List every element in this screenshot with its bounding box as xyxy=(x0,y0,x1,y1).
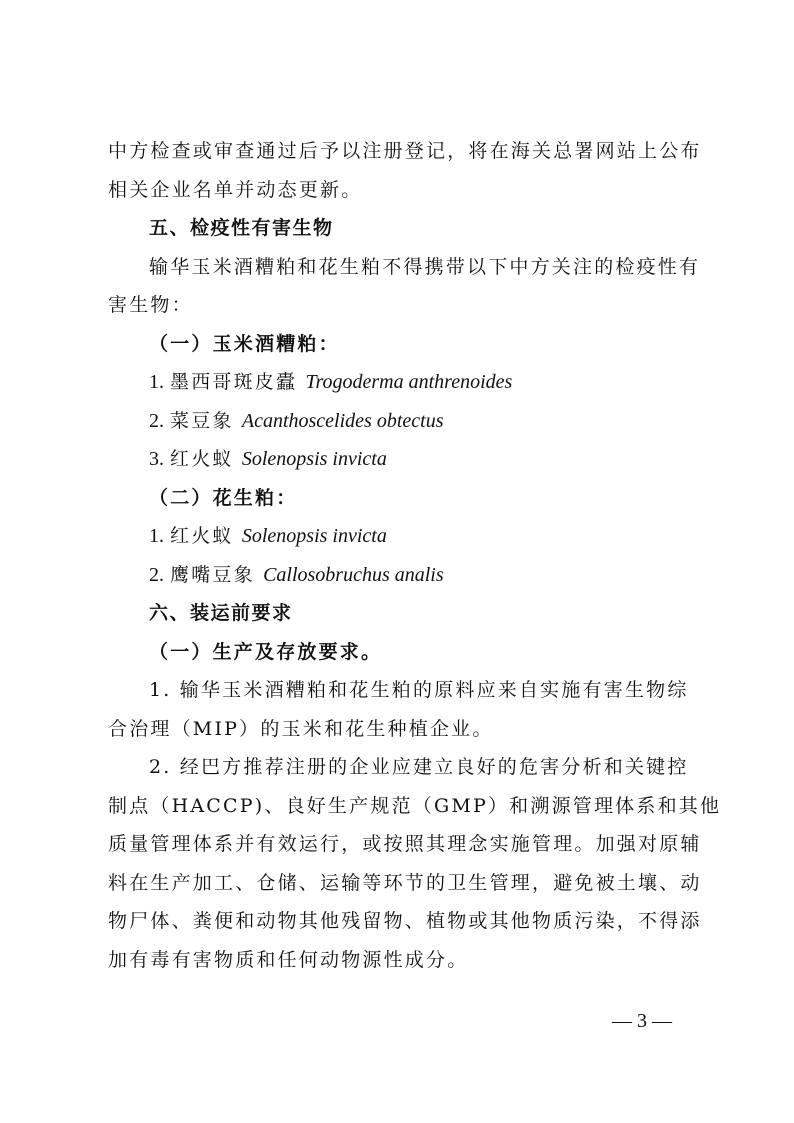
paragraph-line: 中方检查或审查通过后予以注册登记，将在海关总署网站上公布 xyxy=(108,140,702,162)
paragraph-line: 制点（HACCP)、良好生产规范（GMP）和溯源管理体系和其他 xyxy=(108,794,722,817)
paragraph-line: 物尸体、粪便和动物其他残留物、植物或其他物质污染，不得添 xyxy=(108,910,702,932)
paragraph-line: 合治理（MIP）的玉米和花生种植企业。 xyxy=(108,717,494,740)
paragraph-line: 相关企业名单并动态更新。 xyxy=(108,178,363,201)
list-item xyxy=(108,402,700,441)
list-item-cn-name: 墨西哥斑皮蠹 xyxy=(170,371,298,393)
list-item xyxy=(108,517,700,556)
list-item xyxy=(108,440,700,479)
subsection-heading-peanut: （二）花生粕： xyxy=(149,486,298,509)
list-item xyxy=(108,556,700,595)
list-item-number: 1. xyxy=(149,371,164,393)
list-item-number: 2. xyxy=(149,563,164,586)
list-item-cn-name: 鹰嘴豆象 xyxy=(170,563,255,586)
list-item-latin-name: Solenopsis invicta xyxy=(241,448,387,470)
paragraph-line: 1. 输华玉米酒糟粕和花生粕的原料应来自实施有害生物综 xyxy=(149,679,689,701)
list-item-latin-name: Callosobruchus analis xyxy=(263,563,444,586)
list-item-cn-name: 红火蚁 xyxy=(170,525,234,547)
list-item-cn-name: 菜豆象 xyxy=(170,409,234,432)
list-item-latin-name: Solenopsis invicta xyxy=(241,525,387,547)
section-heading-6: 六、装运前要求 xyxy=(149,602,293,624)
subsection-heading-corn: （一）玉米酒糟粕： xyxy=(149,332,340,355)
paragraph-line: 料在生产加工、仓储、运输等环节的卫生管理，避免被土壤、动 xyxy=(108,871,702,894)
paragraph-line: 输华玉米酒糟粕和花生粕不得携带以下中方关注的检疫性有 xyxy=(149,255,701,278)
paragraph-line: 2. 经巴方推荐注册的企业应建立良好的危害分析和关键控 xyxy=(149,756,689,778)
list-item-number: 3. xyxy=(149,448,164,470)
page-number: — 3 — xyxy=(612,1010,672,1032)
list-item-latin-name: Trogoderma anthrenoides xyxy=(305,371,513,393)
list-item-cn-name: 红火蚁 xyxy=(170,448,234,470)
paragraph-line: 质量管理体系并有效运行，或按照其理念实施管理。加强对原辅 xyxy=(108,833,702,855)
paragraph-line: 害生物： xyxy=(108,294,193,316)
list-item-number: 1. xyxy=(149,525,164,547)
document-body xyxy=(108,132,722,979)
list-item xyxy=(108,363,700,402)
list-item-number: 2. xyxy=(149,409,164,432)
list-item-latin-name: Acanthoscelides obtectus xyxy=(241,409,444,432)
subsection-heading-production: （一）生产及存放要求。 xyxy=(149,640,383,663)
paragraph-line: 加有毒有害物质和任何动物源性成分。 xyxy=(108,948,469,971)
section-heading-5: 五、检疫性有害生物 xyxy=(149,217,334,239)
